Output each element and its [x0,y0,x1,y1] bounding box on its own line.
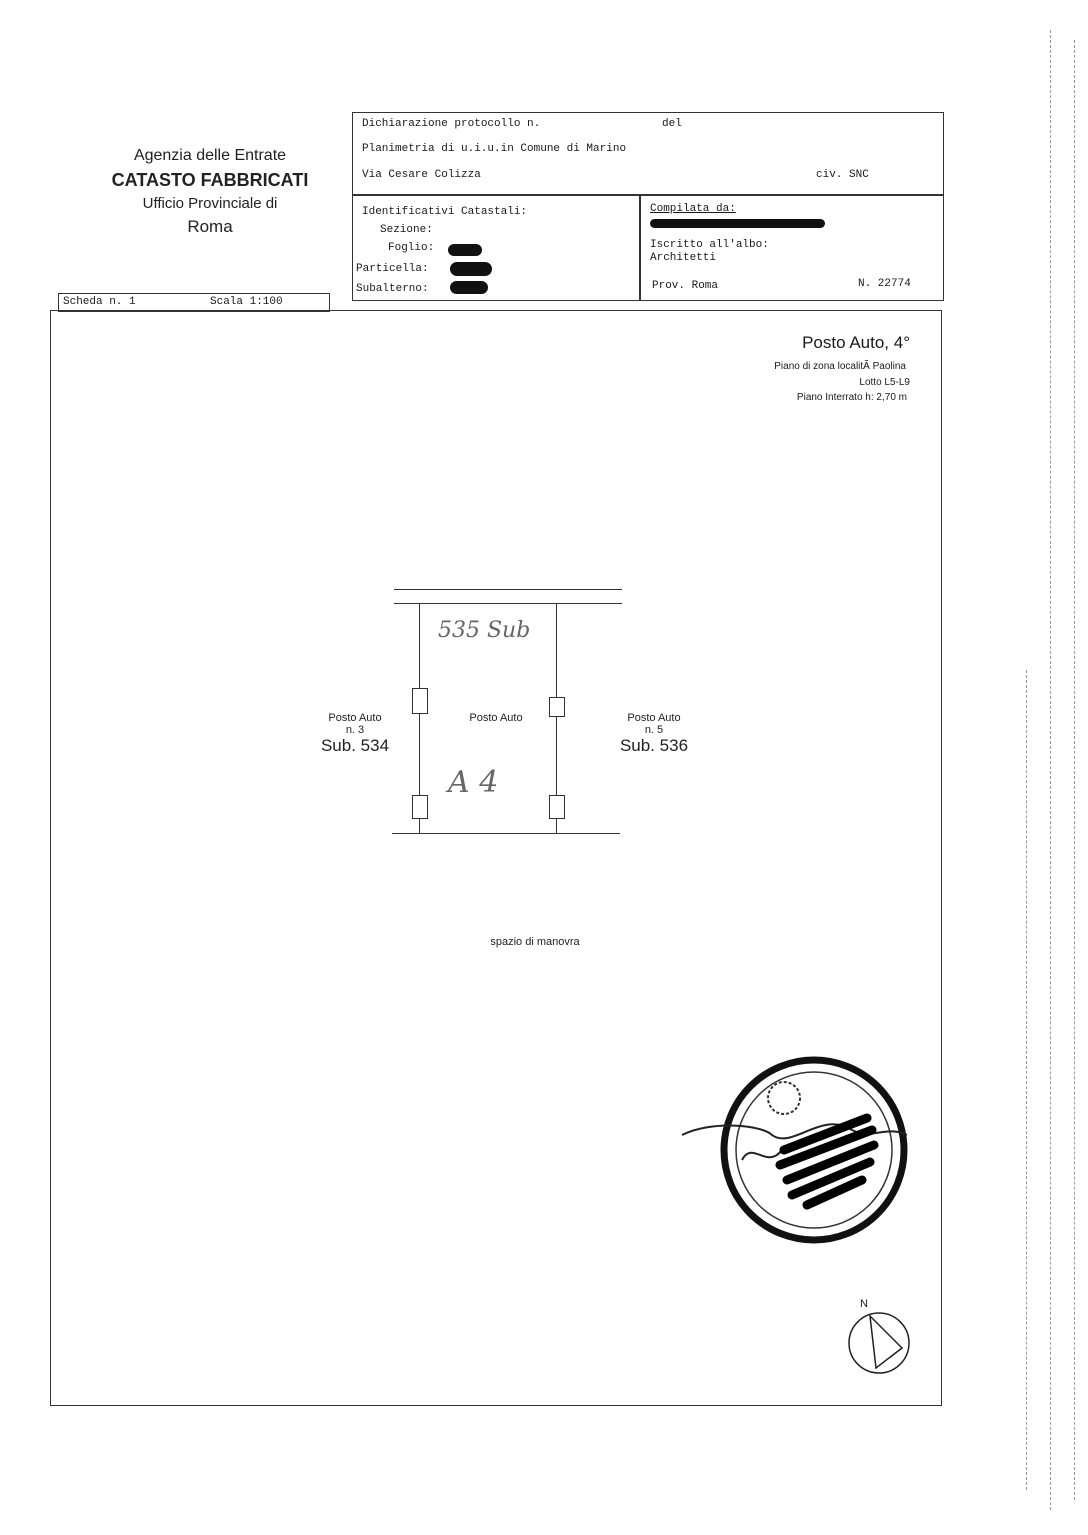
ufficio-city: Roma [187,217,233,236]
albo-value: Architetti [650,252,717,264]
redacted-compiler-name [650,219,825,228]
pillar [412,688,428,714]
parking-right [614,712,694,756]
piano-interrato-label: Piano Interrato h: 2,70 m [796,392,907,403]
pillar [549,697,565,717]
plan-title: Posto Auto, 4° [802,333,910,352]
office-block [90,145,330,239]
dichiarazione-text: Dichiarazione protocollo n. [362,118,541,130]
foglio-label: Foglio: [388,242,435,254]
address-text: Via Cesare Colizza [362,169,481,181]
lotto-label: Lotto L5-L9 [859,377,910,388]
handwritten-space-id: A 4 [448,765,499,800]
scan-edge-line [1074,40,1075,1500]
stamp-redaction [780,1118,874,1205]
scan-edge-line [1026,670,1027,1490]
maneuver-space-label: spazio di manovra [490,936,580,948]
plan-top-wall-inner [394,603,622,604]
plan-bottom-line [392,833,620,834]
parking-right-sub: Sub. 536 [619,736,689,755]
del-text: del [662,118,682,130]
sezione-label: Sezione: [380,224,433,236]
subalterno-label: Subalterno: [356,283,429,295]
civic-number: civ. SNC [816,169,869,181]
registration-number: N. 22774 [858,278,911,290]
plan-top-wall [394,589,622,590]
pillar [412,795,428,819]
parking-left-label: Posto Auto [328,712,382,724]
province-label: Prov. Roma [652,280,719,292]
parking-right-number: n. 5 [644,724,664,736]
handwritten-sub-note: 535 Sub [438,618,531,643]
north-label: N [860,1298,868,1310]
parking-right-label: Posto Auto [627,712,681,724]
scheda-number: Scheda n. 1 [63,296,136,308]
scan-edge-line [1050,30,1051,1510]
piano-zona-label: Piano di zona localitÃ Paolina [774,361,906,372]
pillar [549,795,565,819]
agency-name: Agenzia delle Entrate [133,147,287,164]
identificativi-title: Identificativi Catastali: [362,206,528,218]
redacted-foglio [448,244,482,256]
planimetria-text: Planimetria di u.i.u.in Comune di Marino [362,143,627,155]
iscritto-label: Iscritto all'albo: [650,239,769,251]
compilata-title: Compilata da: [650,203,736,215]
scale-label: Scala 1:100 [210,296,283,308]
signature-stroke [742,1150,782,1160]
parking-center-label: Posto Auto [469,712,523,724]
parking-left [318,712,392,756]
catasto-title: CATASTO FABBRICATI [111,170,309,190]
ufficio-label: Ufficio Provinciale di [142,195,278,212]
parking-left-number: n. 3 [345,724,365,736]
stamp-emblem [768,1082,800,1114]
particella-label: Particella: [356,263,429,275]
professional-stamp [672,1040,922,1250]
north-arrow-icon [846,1310,912,1376]
redacted-subalterno [450,281,488,294]
parking-left-sub: Sub. 534 [320,736,390,755]
redacted-particella [450,262,492,276]
